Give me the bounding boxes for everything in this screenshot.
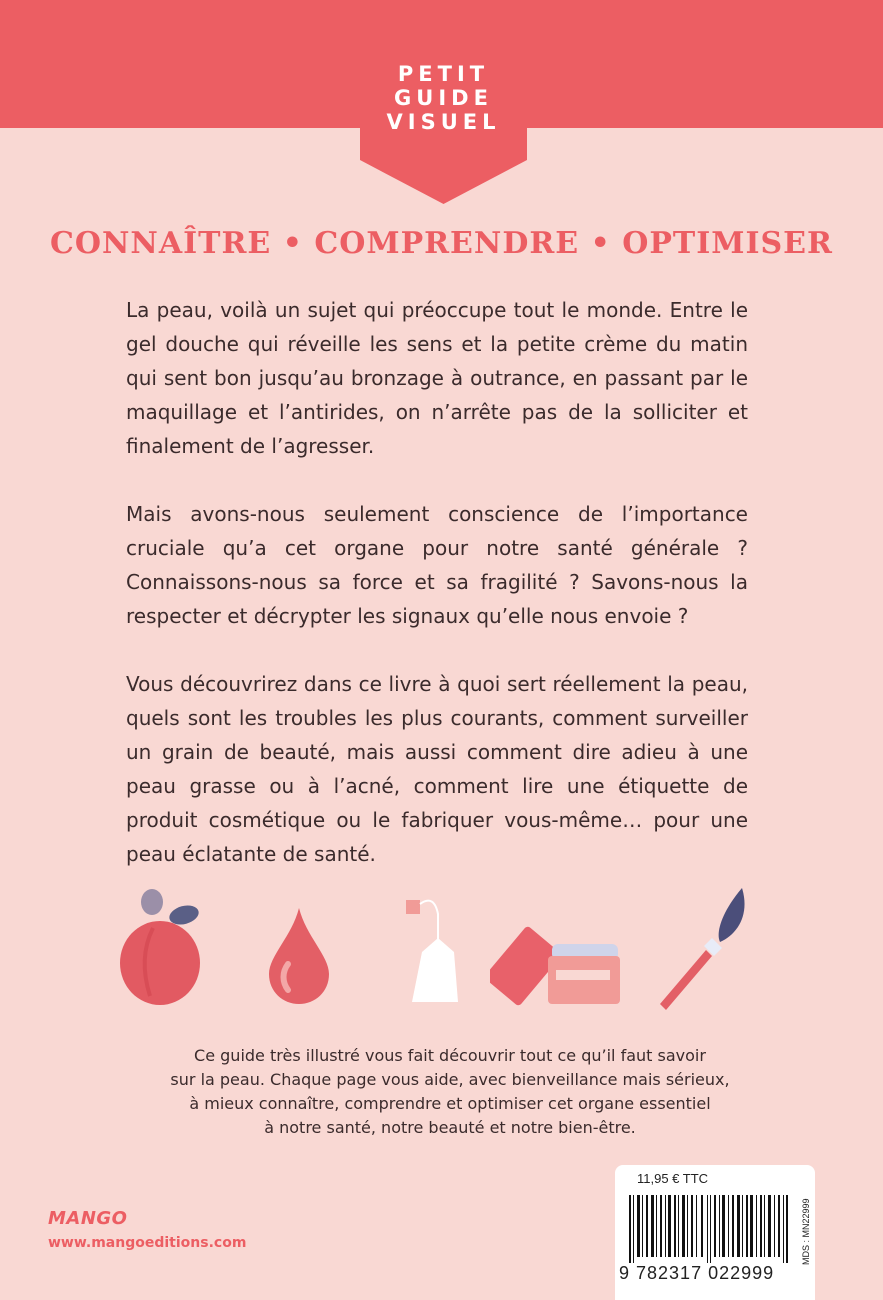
paragraph-1: La peau, voilà un sujet qui préoccupe tout le monde. Entre le gel douche qui réveille les sens et la petite crème du matin qui sent bon jusqu’au bronzage à outrance, en passant par le maquillage et l’antirides, on n’arrête pas de la solliciter et finalement de l’agresser. bbox=[126, 298, 748, 458]
paragraph-3: Vous découvrirez dans ce livre à quoi sert réellement la peau, quels sont les troubles les plus courants, comment surveiller un grain de beauté, mais aussi comment dire adieu à une peau grasse ou à l’acné, comment lire une étiquette de produit cosmétique ou le fabriquer vous-même… pour une peau éclatante de santé. bbox=[126, 672, 748, 866]
caption-line-2: sur la peau. Chaque page vous aide, avec bienveillance mais sérieux, bbox=[170, 1070, 730, 1089]
caption bbox=[130, 1044, 770, 1140]
paragraph-2: Mais avons-nous seulement conscience de l’importance cruciale qu’a cet organe pour notre santé générale ? Connaissons-nous sa force et sa fragilité ? Savons-nous la respecter et décrypter les signaux qu’elle nous envoie ? bbox=[126, 502, 748, 628]
caption-line-1: Ce guide très illustré vous fait découvrir tout ce qu’il faut savoir bbox=[194, 1046, 706, 1065]
tea-bag-icon bbox=[400, 892, 470, 1007]
isbn-number: 9 782317 022999 bbox=[619, 1263, 775, 1283]
description bbox=[126, 293, 748, 905]
cream-jar-icon bbox=[490, 910, 640, 1010]
tagline: CONNAÎTRE • COMPRENDRE • OPTIMISER bbox=[50, 226, 833, 261]
icon-row bbox=[110, 884, 760, 1014]
banner-line-1: PETIT bbox=[397, 62, 490, 86]
banner-title bbox=[360, 62, 527, 134]
price-label: 11,95 € TTC bbox=[637, 1171, 709, 1186]
banner-line-2: GUIDE bbox=[394, 86, 493, 110]
caption-line-3: à mieux connaître, comprendre et optimiser cet organe essentiel bbox=[189, 1094, 711, 1113]
mds-code: MDS : MN22999 bbox=[801, 1198, 811, 1266]
publisher-logo: MANGO bbox=[48, 1208, 128, 1229]
drop-icon bbox=[264, 906, 334, 1006]
plum-icon bbox=[118, 888, 218, 1008]
caption-line-4: à notre santé, notre beauté et notre bien-être. bbox=[264, 1118, 636, 1137]
barcode-icon bbox=[625, 1195, 797, 1263]
barcode-box bbox=[615, 1165, 815, 1300]
publisher-url[interactable]: www.mangoeditions.com bbox=[48, 1235, 247, 1251]
banner-line-3: VISUEL bbox=[386, 110, 501, 134]
brush-icon bbox=[650, 884, 760, 1014]
publisher bbox=[48, 1208, 246, 1251]
